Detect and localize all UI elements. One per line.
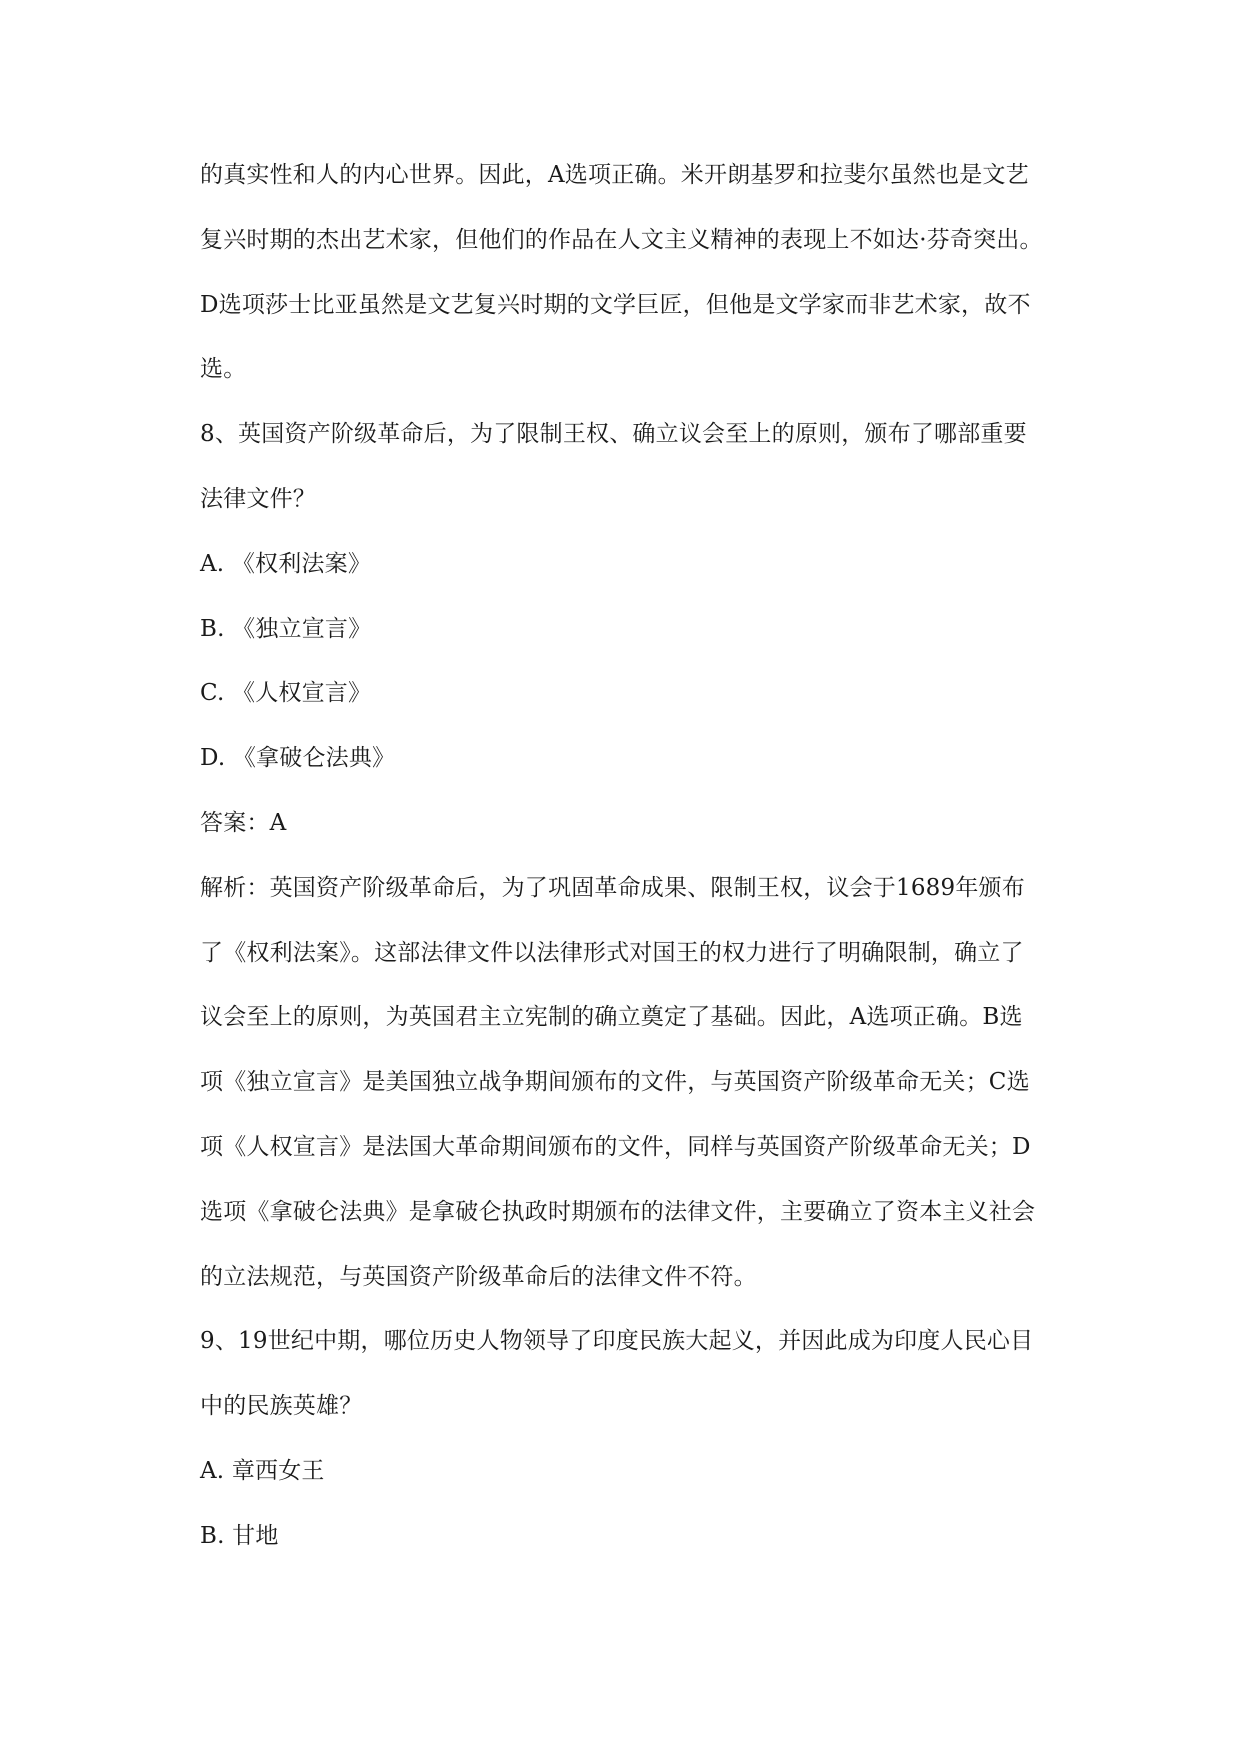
prev-explanation-line-3: D选项莎士比亚虽然是文艺复兴时期的文学巨匠，但他是文学家而非艺术家，故不 bbox=[200, 291, 1031, 318]
question-9-text: 9、19世纪中期，哪位历史人物领导了印度民族大起义，并因此成为印度人民心目 bbox=[200, 1328, 1034, 1355]
question-8-explanation-5: 项《人权宣言》是法国大革命期间颁布的文件，同样与英国资产阶级革命无关；D bbox=[200, 1133, 1031, 1160]
question-8-text: 8、英国资产阶级革命后，为了限制王权、确立议会至上的原则，颁布了哪部重要 bbox=[200, 421, 1027, 448]
prev-explanation-line-4: 选。 bbox=[200, 356, 247, 383]
question-8-explanation-1: 解析：英国资产阶级革命后，为了巩固革命成果、限制王权，议会于1689年颁布 bbox=[200, 874, 1025, 901]
question-9-text-cont: 中的民族英雄？ bbox=[200, 1393, 363, 1420]
question-8-option-c: C. 《人权宣言》 bbox=[200, 680, 372, 707]
question-8-explanation-7: 的立法规范，与英国资产阶级革命后的法律文件不符。 bbox=[200, 1263, 757, 1290]
question-9-option-a: A. 章西女王 bbox=[200, 1457, 325, 1484]
document-page bbox=[200, 143, 1100, 1569]
question-8-option-d: D. 《拿破仑法典》 bbox=[200, 745, 396, 772]
question-8-option-b: B. 《独立宣言》 bbox=[200, 615, 372, 642]
prev-explanation-line-1: 的真实性和人的内心世界。因此，A选项正确。米开朗基罗和拉斐尔虽然也是文艺 bbox=[200, 162, 1029, 188]
question-8-explanation-6: 选项《拿破仑法典》是拿破仑执政时期颁布的法律文件，主要确立了资本主义社会 bbox=[200, 1198, 1036, 1225]
question-9-option-b: B. 甘地 bbox=[200, 1522, 279, 1549]
question-8-explanation-3: 议会至上的原则，为英国君主立宪制的确立奠定了基础。因此，A选项正确。B选 bbox=[200, 1004, 1023, 1031]
question-8-explanation-4: 项《独立宣言》是美国独立战争期间颁布的文件，与英国资产阶级革命无关；C选 bbox=[200, 1069, 1030, 1096]
question-8-answer: 答案：A bbox=[200, 809, 287, 836]
question-8-explanation-2: 了《权利法案》。这部法律文件以法律形式对国王的权力进行了明确限制，确立了 bbox=[200, 939, 1024, 966]
question-8-option-a: A. 《权利法案》 bbox=[200, 550, 372, 577]
question-8-text-cont: 法律文件？ bbox=[200, 485, 316, 512]
prev-explanation-line-2: 复兴时期的杰出艺术家，但他们的作品在人文主义精神的表现上不如达·芬奇突出。 bbox=[200, 226, 1043, 253]
